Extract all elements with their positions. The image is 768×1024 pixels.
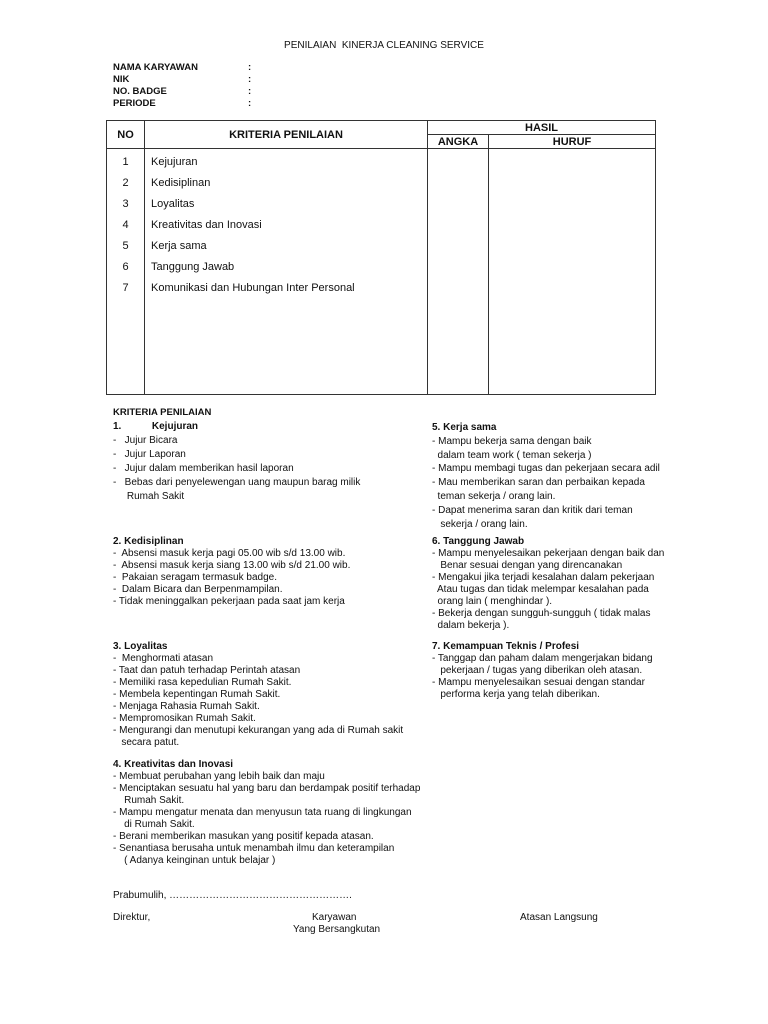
criteria-line: Atau tugas dan tidak melempar kesalahan pada — [432, 584, 649, 595]
field-label: NAMA KARYAWAN — [113, 62, 198, 73]
criteria-line: teman sekerja / orang lain. — [432, 490, 556, 502]
criteria-line: - Tidak meninggalkan pekerjaan pada saat jam kerja — [113, 596, 345, 607]
row-number: 2 — [122, 177, 129, 189]
criteria-line: - Absensi masuk kerja pagi 05.00 wib s/d 13.00 wib. — [113, 548, 346, 559]
criteria-heading: KRITERIA PENILAIAN — [113, 407, 212, 418]
criteria-line: di Rumah Sakit. — [113, 819, 195, 830]
row-number: 6 — [122, 261, 129, 273]
criteria-block-b1 — [113, 420, 360, 504]
criteria-line: orang lain ( menghindar ). — [432, 596, 553, 607]
criteria-line: - Mengakui jika terjadi kesalahan dalam pekerjaan — [432, 572, 655, 583]
criteria-line: - Membela kepentingan Rumah Sakit. — [113, 689, 281, 700]
criteria-line: - Menjaga Rahasia Rumah Sakit. — [113, 701, 260, 712]
criteria-block-b2 — [113, 536, 350, 608]
row-criteria: Kerja sama — [151, 240, 207, 252]
assessment-table — [106, 120, 656, 395]
row-criteria: Kreativitas dan Inovasi — [151, 219, 262, 231]
field-label: NO. BADGE — [113, 86, 167, 97]
field-label: PERIODE — [113, 98, 156, 109]
criteria-line: - Dalam Bicara dan Berpenmampilan. — [113, 584, 283, 595]
signature-supervisor: Atasan Langsung — [520, 912, 598, 923]
row-criteria: Tanggung Jawab — [151, 261, 235, 273]
criteria-line: - Dapat menerima saran dan kritik dari teman — [432, 504, 633, 516]
criteria-line: - Menciptakan sesuatu hal yang baru dan berdampak positif terhadap — [113, 783, 421, 794]
row-criteria: Komunikasi dan Hubungan Inter Personal — [151, 282, 355, 294]
row-criteria: Loyalitas — [151, 198, 195, 210]
criteria-block-heading: 5. Kerja sama — [432, 422, 497, 433]
criteria-line: - Mengurangi dan menutupi kekurangan yang ada di Rumah sakit — [113, 725, 404, 736]
criteria-line: - Mampu mengatur menata dan menyusun tata ruang di lingkungan — [113, 807, 412, 818]
criteria-line: - Absensi masuk kerja siang 13.00 wib s/d 21.00 wib. — [113, 560, 351, 571]
criteria-column — [145, 149, 428, 395]
criteria-line: Rumah Sakit — [113, 491, 185, 502]
col-criteria-header: KRITERIA PENILAIAN — [145, 121, 428, 149]
criteria-line: - Menghormati atasan — [113, 653, 214, 664]
criteria-line: - Mampu menyelesaikan sesuai dengan standar — [432, 677, 645, 688]
criteria-block-b6 — [432, 536, 664, 632]
criteria-block-b3 — [113, 641, 403, 749]
criteria-line: - Bekerja dengan sungguh-sungguh ( tidak malas — [432, 608, 651, 619]
criteria-line: sekerja / orang lain. — [432, 518, 528, 530]
criteria-line: - Taat dan patuh terhadap Perintah atasan — [113, 665, 301, 676]
criteria-line: performa kerja yang telah diberikan. — [432, 689, 600, 700]
field-label: NIK — [113, 74, 130, 85]
row-number: 3 — [122, 198, 129, 210]
row-number: 1 — [122, 156, 129, 168]
criteria-line: - Senantiasa berusaha untuk menambah ilmu dan keterampilan — [113, 843, 395, 854]
document-title: PENILAIAN KINERJA CLEANING SERVICE — [284, 40, 484, 51]
criteria-line: - Bebas dari penyelewengan uang maupun barag milik — [113, 477, 361, 488]
number-input-cell[interactable] — [428, 149, 489, 395]
criteria-block-heading: 4. Kreativitas dan Inovasi — [113, 759, 234, 770]
col-number-header: ANGKA — [428, 135, 489, 149]
col-letter-header: HURUF — [489, 135, 656, 149]
no-column — [107, 149, 145, 395]
criteria-block-b7 — [432, 641, 653, 701]
criteria-line: ( Adanya keinginan untuk belajar ) — [113, 855, 276, 866]
field-value[interactable]: : — [248, 74, 252, 85]
criteria-line: - Jujur dalam memberikan hasil laporan — [113, 463, 294, 474]
signature-director: Direktur, — [113, 912, 151, 923]
criteria-line: - Jujur Bicara — [113, 435, 178, 446]
criteria-line: - Mempromosikan Rumah Sakit. — [113, 713, 256, 724]
criteria-line: pekerjaan / tugas yang diberikan oleh atasan. — [432, 665, 643, 676]
criteria-line: - Tanggap dan paham dalam mengerjakan bidang — [432, 653, 653, 664]
criteria-block-heading: 1. Kejujuran — [113, 421, 199, 432]
criteria-line: - Membuat perubahan yang lebih baik dan maju — [113, 771, 325, 782]
table-body-row — [107, 149, 656, 395]
criteria-line: - Pakaian seragam termasuk badge. — [113, 572, 277, 583]
field-value[interactable]: : — [248, 98, 252, 109]
criteria-line: - Mampu membagi tugas dan pekerjaan secara adil — [432, 463, 660, 475]
criteria-block-heading: 7. Kemampuan Teknis / Profesi — [432, 641, 580, 652]
criteria-line: secara patut. — [113, 737, 180, 748]
criteria-block-heading: 2. Kedisiplinan — [113, 536, 184, 547]
criteria-line: dalam bekerja ). — [432, 620, 510, 631]
criteria-line: dalam team work ( teman sekerja ) — [432, 449, 592, 461]
place-date-line: Prabumulih, ………………………………………………. — [113, 890, 352, 901]
criteria-line: - Mampu bekerja sama dengan baik — [432, 435, 592, 447]
criteria-line: - Memiliki rasa kepedulian Rumah Sakit. — [113, 677, 292, 688]
field-value[interactable]: : — [248, 86, 252, 97]
row-number: 5 — [122, 240, 129, 252]
criteria-line: Rumah Sakit. — [113, 795, 185, 806]
row-criteria: Kejujuran — [151, 156, 198, 168]
letter-input-cell[interactable] — [489, 149, 656, 395]
row-criteria: Kedisiplinan — [151, 177, 211, 189]
criteria-block-b5 — [432, 421, 660, 531]
criteria-line: - Berani memberikan masukan yang positif kepada atasan. — [113, 831, 374, 842]
col-no-header: NO — [107, 121, 145, 149]
col-result-header: HASIL — [428, 121, 656, 135]
row-number: 4 — [122, 219, 129, 231]
signature-employee: Karyawan — [312, 912, 357, 923]
criteria-line: - Mampu menyelesaikan pekerjaan dengan baik dan — [432, 548, 665, 559]
signature-employee-sub: Yang Bersangkutan — [293, 924, 381, 935]
criteria-block-heading: 3. Loyalitas — [113, 641, 168, 652]
criteria-block-heading: 6. Tanggung Jawab — [432, 536, 525, 547]
criteria-line: Benar sesuai dengan yang direncanakan — [432, 560, 623, 571]
criteria-line: - Jujur Laporan — [113, 449, 186, 460]
field-value[interactable]: : — [248, 62, 252, 73]
criteria-line: - Mau memberikan saran dan perbaikan kepada — [432, 477, 645, 489]
row-number: 7 — [122, 282, 129, 294]
criteria-block-b4 — [113, 759, 420, 867]
